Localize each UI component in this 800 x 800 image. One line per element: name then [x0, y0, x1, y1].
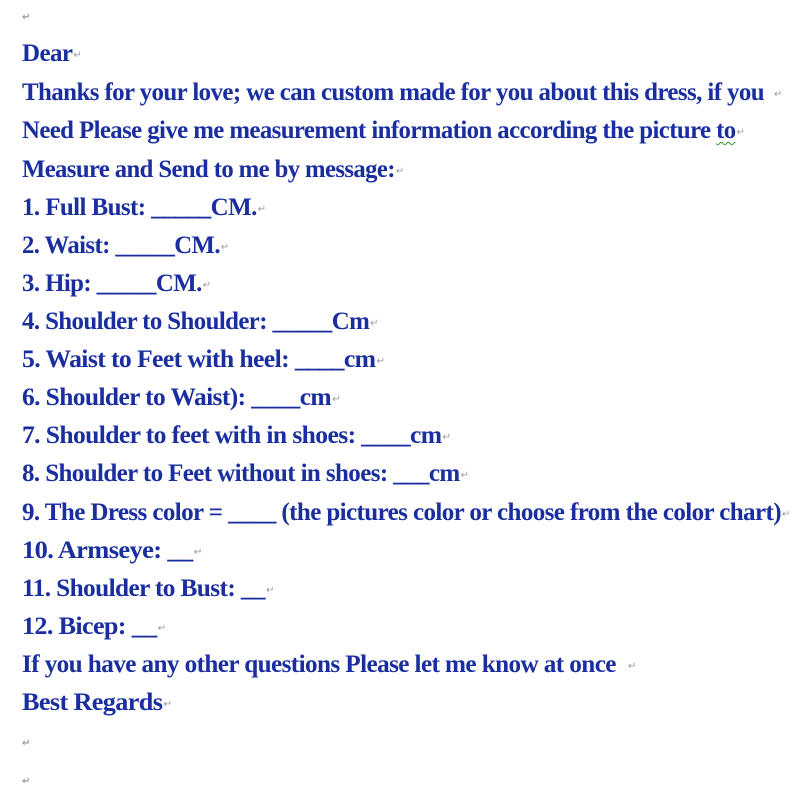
paragraph-mark: ↵ — [257, 203, 266, 215]
paragraph-mark: ↵ — [157, 622, 166, 634]
intro-line-2 — [22, 117, 744, 145]
measurement-item-6 — [22, 384, 340, 412]
paragraph-mark: ↵ — [163, 698, 172, 710]
measurement-item-4 — [22, 308, 378, 336]
measurement-text: 12. Bicep: __ — [22, 613, 157, 640]
measurement-text: 11. Shoulder to Bust: __ — [22, 575, 265, 602]
measurement-item-8 — [22, 460, 468, 488]
paragraph-mark: ↵ — [627, 660, 636, 672]
intro-text-3: Measure and Send to me by message: — [22, 156, 395, 183]
greeting-line — [22, 40, 81, 68]
measurement-item-1 — [22, 194, 266, 222]
paragraph-mark: ↵ — [193, 546, 202, 558]
measurement-item-12 — [22, 613, 166, 641]
measurement-text: 8. Shoulder to Feet without in shoes: ___cm — [22, 460, 460, 487]
paragraph-mark: ↵ — [376, 355, 385, 367]
intro-text-2: Need Please give me measurement information according the picture — [22, 117, 717, 144]
measurement-text: 9. The Dress color = ____ (the pictures color or choose from the color chart) — [22, 499, 781, 526]
measurement-item-7 — [22, 422, 450, 450]
measurement-text: 2. Waist: _____CM. — [22, 232, 220, 259]
closing-question-line — [22, 651, 636, 679]
empty-paragraph-mark: ↵ — [22, 12, 31, 23]
paragraph-mark: ↵ — [774, 88, 782, 100]
paragraph-mark: ↵ — [460, 469, 469, 481]
paragraph-mark: ↵ — [73, 49, 82, 61]
measurement-text: 7. Shoulder to feet with in shoes: ____cm — [22, 422, 442, 449]
closing-question-text: If you have any other questions Please let me know at once — [22, 651, 616, 678]
paragraph-mark: ↵ — [202, 279, 211, 291]
measurement-text: 5. Waist to Feet with heel: ____cm — [22, 346, 376, 373]
paragraph-mark: ↵ — [220, 241, 229, 253]
measurement-text: 6. Shoulder to Waist): ____cm — [22, 384, 332, 411]
measurement-item-10 — [22, 537, 202, 565]
measurement-item-11 — [22, 575, 274, 603]
measurement-item-2 — [22, 232, 229, 260]
greeting-text: Dear — [22, 40, 73, 67]
paragraph-mark: ↵ — [442, 431, 451, 443]
empty-paragraph-mark: ↵ — [22, 738, 31, 749]
paragraph-mark: ↵ — [395, 165, 404, 177]
measurement-text: 4. Shoulder to Shoulder: _____Cm — [22, 308, 370, 335]
spellcheck-flagged-word: to — [716, 117, 736, 144]
sign-off-text: Best Regards — [22, 689, 163, 716]
sign-off-line — [22, 689, 172, 717]
intro-line-3 — [22, 156, 404, 184]
paragraph-mark: ↵ — [736, 126, 745, 138]
measurement-text: 10. Armseye: __ — [22, 537, 193, 564]
intro-line-1 — [22, 79, 782, 107]
measurement-text: 3. Hip: _____CM. — [22, 270, 202, 297]
measurement-item-5 — [22, 346, 384, 374]
paragraph-mark: ↵ — [370, 317, 378, 329]
paragraph-mark: ↵ — [332, 393, 340, 405]
empty-paragraph-mark: ↵ — [22, 776, 31, 787]
measurement-item-9 — [22, 499, 790, 527]
intro-text-1: Thanks for your love; we can custom made for you about this dress, if you — [22, 79, 765, 106]
measurement-text: 1. Full Bust: _____CM. — [22, 194, 257, 221]
paragraph-mark: ↵ — [265, 584, 274, 596]
measurement-item-3 — [22, 270, 210, 298]
paragraph-mark: ↵ — [781, 508, 790, 520]
